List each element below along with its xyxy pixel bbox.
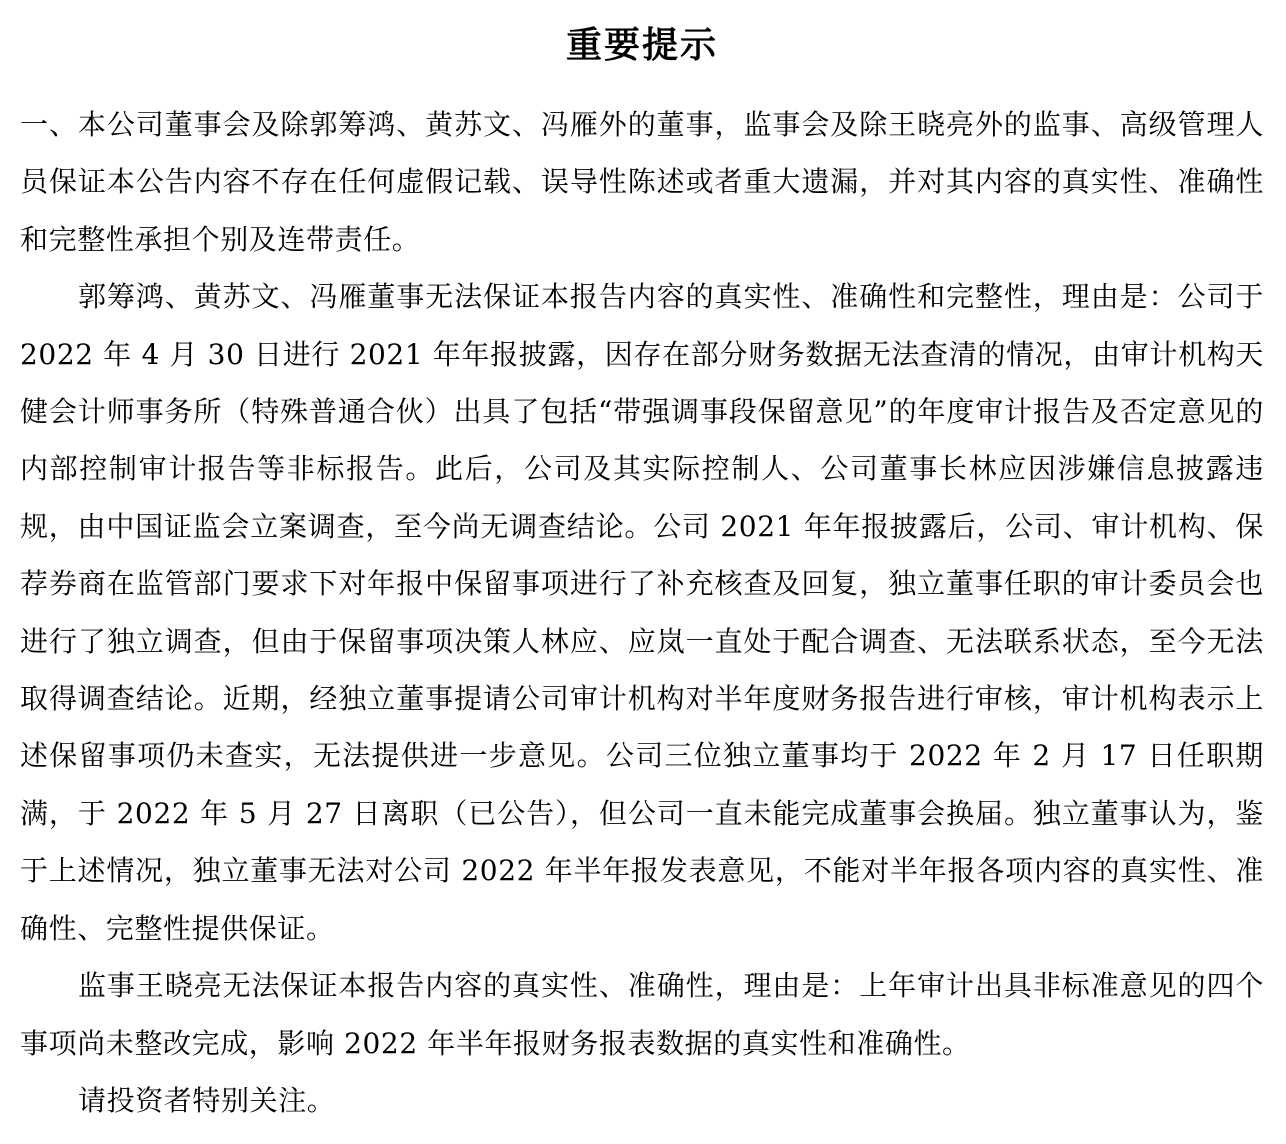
paragraph-investor-notice: 请投资者特别关注。 — [78, 1083, 336, 1117]
paragraph-supervisor-dissent: 监事王晓亮无法保证本报告内容的真实性、准确性，理由是：上年审计出具非标准意见的四个事项尚未整改完成，影响 2022 年半年报财务报表数据的真实性和准确性。 — [20, 969, 1264, 1060]
document-title: 重要提示 — [565, 24, 718, 66]
paragraph-director-dissent: 郭筹鸿、黄苏文、冯雁董事无法保证本报告内容的真实性、准确性和完整性，理由是：公司于 2022 年 4 月 30 日进行 2021 年年报披露，因存在部分财务数据无法查清的情况，由审计机构天健会计师事务所（特殊普通合伙）出具了包括“带强调事段保留意见”的年度审计报告及否定意见的内部控制审计报告等非标报告。此后，公司及其实际控制人、公司董事长林应因涉嫌信息披露违规，由中国证监会立案调查，至今尚无调查结论。公司 2021 年年报披露后，公司、审计机构、保荐券商在监管部门要求下对年报中保留事项进行了补充核查及回复，独立董事任职的审计委员会也进行了独立调查，但由于保留事项决策人林应、应岚一直处于配合调查、无法联系状态，至今无法取得调查结论。近期，经独立董事提请公司审计机构对半年度财务报告进行审核，审计机构表示上述保留事项仍未查实，无法提供进一步意见。公司三位独立董事均于 2022 年 2 月 17 日任职期满，于 2022 年 5 月 27 日离职（已公告），但公司一直未能完成董事会换届。独立董事认为，鉴于上述情况，独立董事无法对公司 2022 年半年报发表意见，不能对半年报各项内容的真实性、准确性、完整性提供保证。 — [20, 280, 1264, 945]
document-body — [20, 96, 1264, 1129]
paragraph-guarantee-statement: 一、本公司董事会及除郭筹鸿、黄苏文、冯雁外的董事，监事会及除王晓亮外的监事、高级管理人员保证本公告内容不存在任何虚假记载、误导性陈述或者重大遗漏，并对其内容的真实性、准确性和完整性承担个别及连带责任。 — [20, 108, 1264, 256]
